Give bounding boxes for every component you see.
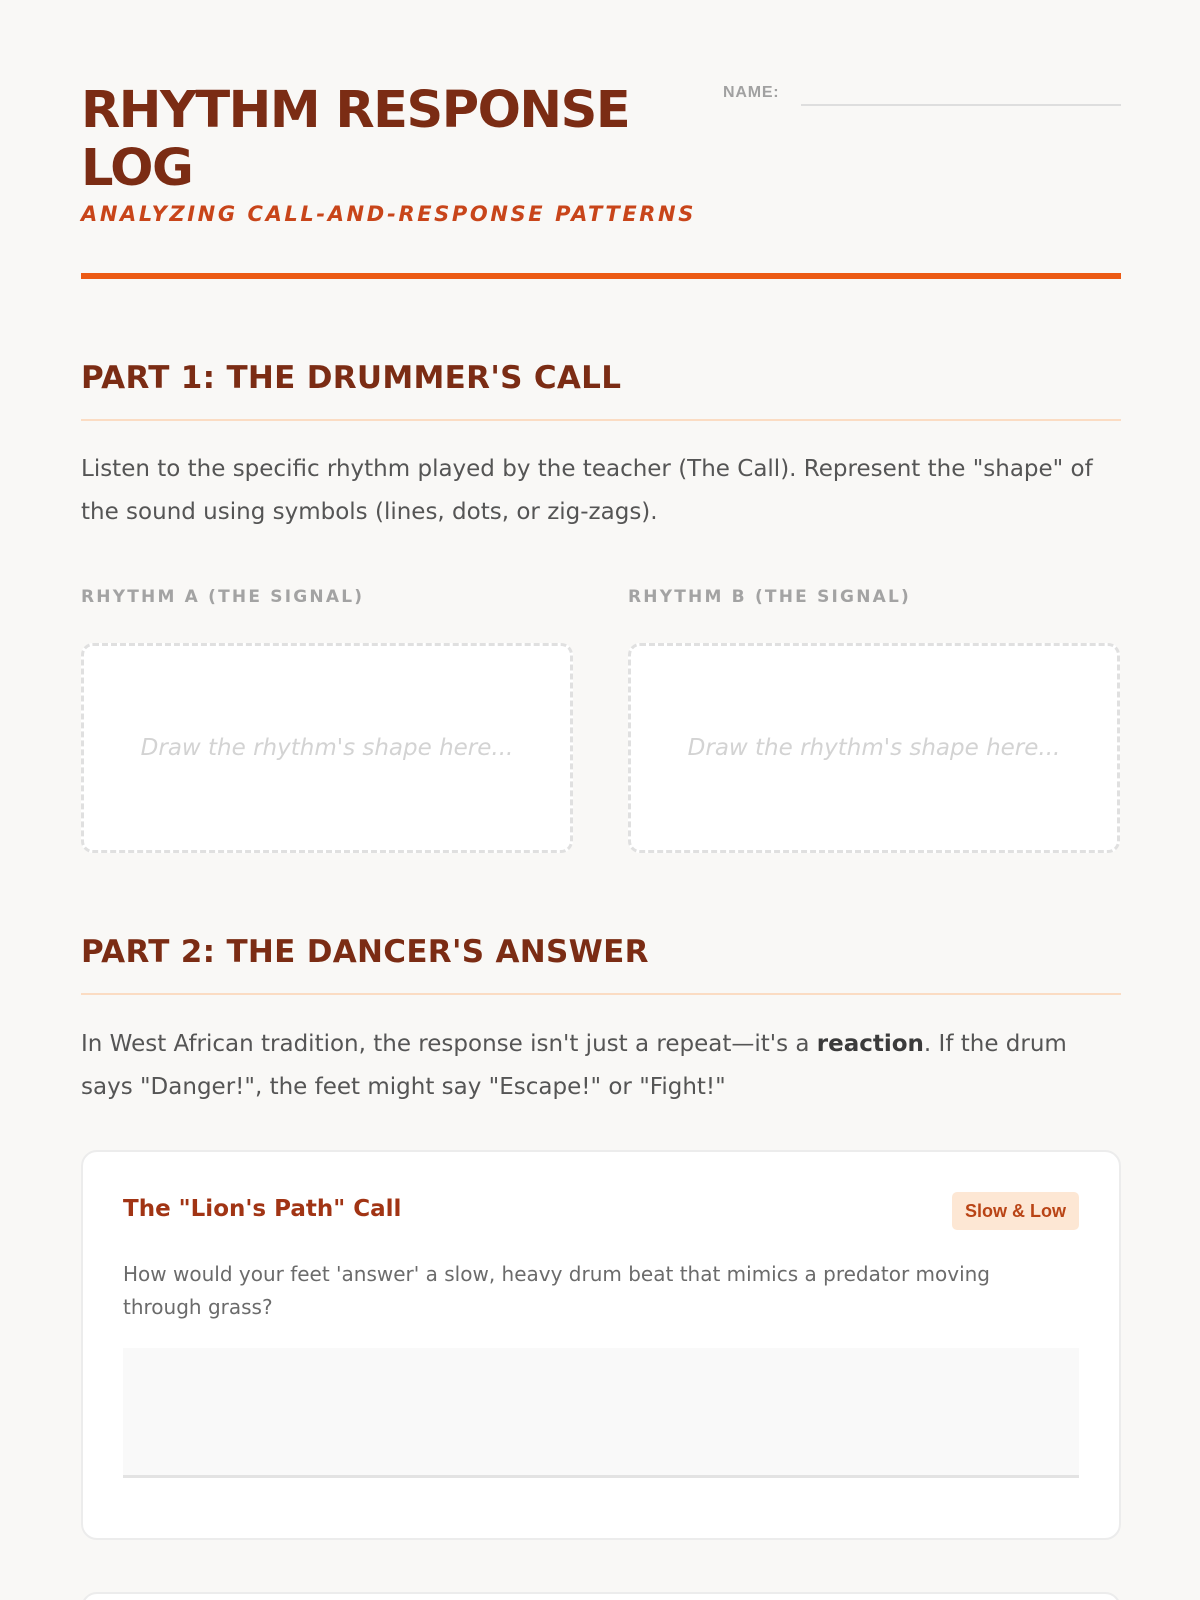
response-card-next — [81, 1592, 1121, 1600]
rhythm-a-drawing-area[interactable] — [81, 643, 573, 853]
part1-divider — [81, 419, 1121, 421]
name-label: NAME: — [723, 84, 780, 101]
part2-intro-emphasis: reaction — [816, 1031, 924, 1057]
rhythm-b-label: RHYTHM B (THE SIGNAL) — [628, 587, 911, 607]
part1-title: PART 1: THE DRUMMER'S CALL — [81, 360, 622, 396]
part1-instructions: Listen to the specific rhythm played by the teacher (The Call). Represent the "shape" of the sound using symbols (lines, dots, or zig-zags). — [81, 456, 1093, 525]
worksheet-header — [81, 0, 1121, 282]
tempo-badge: Slow & Low — [952, 1192, 1079, 1230]
name-field[interactable] — [723, 82, 1121, 108]
response-card-lions-path — [81, 1150, 1121, 1540]
name-input-line[interactable] — [801, 104, 1121, 106]
card-question: How would your feet 'answer' a slow, heavy drum beat that mimics a predator moving through grass? — [123, 1262, 991, 1319]
part2-divider — [81, 993, 1121, 995]
part2-intro-end: . If the drum says "Danger!", the feet might say "Escape!" or "Fight!" — [81, 1031, 1067, 1100]
worksheet-page — [81, 0, 1121, 1319]
worksheet-subtitle: ANALYZING CALL-AND-RESPONSE PATTERNS — [81, 202, 696, 226]
rhythm-a-placeholder: Draw the rhythm's shape here... — [140, 735, 514, 761]
card-title: The "Lion's Path" Call — [123, 1196, 402, 1222]
worksheet-title: RHYTHM RESPONSE LOG — [81, 81, 630, 198]
part2-intro — [81, 1023, 1121, 1109]
part2-title: PART 2: THE DANCER'S ANSWER — [81, 934, 649, 970]
card-answer-input[interactable] — [123, 1348, 1079, 1478]
part2-intro-start: In West African tradition, the response isn't just a repeat—it's a — [81, 1031, 817, 1057]
rhythm-b-drawing-area[interactable] — [628, 643, 1120, 853]
header-divider — [81, 273, 1121, 279]
rhythm-a-label: RHYTHM A (THE SIGNAL) — [81, 587, 365, 607]
rhythm-b-placeholder: Draw the rhythm's shape here... — [687, 735, 1061, 761]
